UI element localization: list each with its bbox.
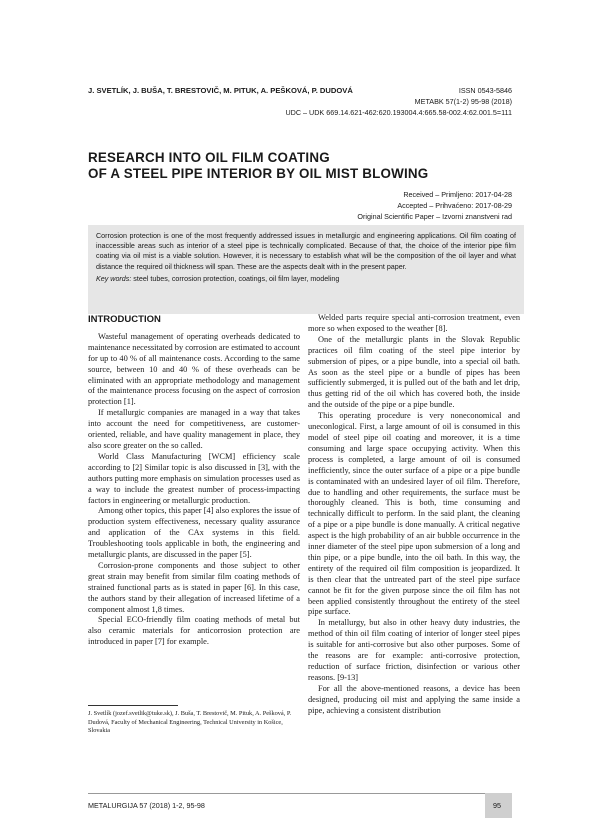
section-heading-introduction: INTRODUCTION: [88, 314, 161, 325]
paragraph: World Class Manufacturing [WCM] efficiency scale according to [2] Similar topic is also discussed in [3], with the authors putting more emphasis on simulation processes used as a way to include the greatest number of process-impacting factors in engineering or metallurgic production.: [88, 451, 300, 505]
keywords-label: Key words:: [96, 274, 132, 283]
title-line-1: RESEARCH INTO OIL FILM COATING: [88, 150, 330, 165]
paragraph: This operating procedure is very noneconomical and uneconlogical. First, a large amount of oil is consumed in this model of steel pipe oil coating and moreover, it is a time consuming and large space occupying activity. When this process is completed, a large amount of oil is consumed inefficiently, since the outer surface of a pipe or a pipe bundle is contaminated with an undesired layer of oil film. Therefore, due to handling and other requirements, the surface must be thoroughly cleaned. This is both, time consuming and technically difficult to perform. In the said plant, the cleaning of a pipe or a pipe bundle is done manually. A critical negative aspect is the high probability of an air bubble occurrence in the inner diameter of the steel pipe upon submersion of a long and thin pipe, or a pipe bundle, into the oil bath. In this way, the entirety of the required oil film composition is jeopardized. It is then clear that the untreated part of the steel pipe surface cannot be fit for the given purpose since the oil film has not been applied consistently throughout the entirety of the steel pipe surface.: [308, 411, 520, 617]
right-column: [308, 313, 520, 717]
paragraph: Among other topics, this paper [4] also explores the issue of production system effectiveness, necessary quality assurance and application of the CAx systems in this field. Troubleshooting tools applicable in both, the engineering and metallurgic plants, are discussed in the paper [5].: [88, 506, 300, 560]
paragraph: Welded parts require special anti-corrosion treatment, even more so when exposed to the weather [8].: [308, 313, 520, 333]
paper-type: Original Scientific Paper – Izvorni znanstveni rad: [357, 211, 512, 221]
article-dates: [252, 190, 512, 222]
journal-citation: METALURGIJA 57 (2018) 1-2, 95-98: [88, 801, 205, 810]
footer-divider: [88, 793, 485, 794]
abstract-text: Corrosion protection is one of the most frequently addressed issues in metallurgic and engineering applications. Oil film coating of inaccessible areas such as interior of a steel pipe is technically complicated. Because of that, the choice of the interior pipe film coating via oil mist is a viable solution. However, it is necessary to establish what will be the composition of the oil layer and what distance the required oil thickness will span. These are the aspects dealt with in the present paper.: [96, 232, 516, 271]
paragraph: In metallurgy, but also in other heavy duty industries, the method of thin oil film coating of interior of longer steel pipes is suitable for anti-corrosive but also other purposes. Some of the reasons are for example: anti-corrosive protection, reduction of surface friction, disinfection or various other reasons. [9-13]: [308, 618, 520, 682]
paragraph: Wasteful management of operating overheads dedicated to maintenance necessitated by corrosion are estimated to account for up to 40 % of all maintenance costs. According to the same source, between 10 and 40 % of these overheads can be eliminated with an appropriate methodology and management of the maintenance process focusing on the aspect of corrosion protection [1].: [88, 331, 300, 407]
left-column: [88, 313, 300, 648]
paper-title: [88, 150, 528, 182]
footnote-divider: [88, 705, 178, 706]
accepted-date: Accepted – Prihvaćeno: 2017-08-29: [397, 200, 512, 210]
keywords: [96, 274, 516, 284]
title-line-2: OF A STEEL PIPE INTERIOR BY OIL MIST BLOWING: [88, 166, 429, 181]
udc-code: UDC – UDK 669.14.621-462:620.193004.4:665.58-002.4:62.001.5=111: [285, 107, 512, 117]
paragraph: Special ECO-friendly film coating methods of metal but also ceramic materials for anticorrosion protection are introduced in paper [7] for example.: [88, 615, 300, 647]
paragraph: Corrosion-prone components and those subject to other great strain may benefit from similar film coating methods of strained functional parts as is stated in paper [6]. In this case, the authors stand by their allegation of increased lifetime of a component almost 1,8 times.: [88, 560, 300, 614]
author-list: J. SVETLÍK, J. BUŠA, T. BRESTOVIČ, M. PITUK, A. PEŠKOVÁ, P. DUDOVÁ: [88, 86, 353, 95]
journal-meta: [272, 86, 512, 118]
abstract-box: [88, 225, 524, 314]
keywords-text: steel tubes, corrosion protection, coatings, oil film layer, modeling: [131, 274, 340, 283]
received-date: Received – Primljeno: 2017-04-28: [403, 190, 512, 199]
author-affiliation-footnote: J. Svetlík (jozef.svetlik@tuke.sk), J. Buša, T. Brestovič, M. Pituk, A. Pešková, P. Dudová, Faculty of Mechanical Engineering, Technical University in Košice, Slovakia: [88, 710, 292, 735]
metabk-code: METABK 57(1-2) 95-98 (2018): [414, 96, 512, 106]
paragraph: If metallurgic companies are managed in a way that takes into account the need for competitiveness, are customer-oriented, reliable, and have quality management in place, they also score greater on the so called.: [88, 408, 300, 450]
issn: ISSN 0543-5846: [458, 86, 512, 95]
page-number: 95: [493, 801, 501, 810]
paragraph: For all the above-mentioned reasons, a device has been designed, producing oil mist and applying the same inside a pipe, achieving a consistent distribution: [308, 683, 520, 715]
paragraph: One of the metallurgic plants in the Slovak Republic practices oil film coating of the steel pipe interior by submersion of pipes, or a pipe bundle, into a special oil bath. As soon as the steel pipe or a bundle of pipes has been sufficiently submerged, it is pulled out of the bath and let drip, thus getting rid of the oil which has covered both, the inside and the outside of the pipe or a pipe bundle.: [308, 334, 520, 410]
